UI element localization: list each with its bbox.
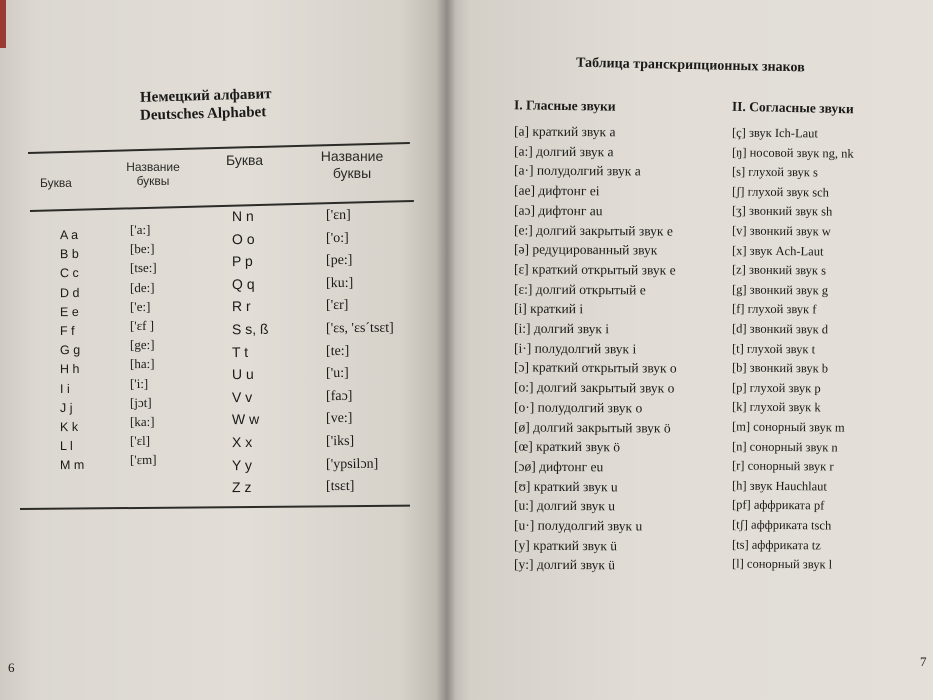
consonant-item: [pf] аффриката pf — [731, 497, 825, 513]
vowel-item: [ɛ] краткий открытый звук e — [513, 261, 676, 278]
alphabet-letter-name: ['ypsilɔn] — [325, 456, 379, 472]
alphabet-letter-name: ['ɛf ] — [129, 317, 155, 334]
page-number-right: 7 — [920, 654, 927, 669]
alphabet-letter-name: ['ɛs, 'ɛs´tsɛt] — [325, 320, 394, 337]
vowel-item: [i·] полудолгий звук i — [513, 340, 637, 357]
left-page — [0, 0, 446, 700]
alphabet-letter: Q q — [231, 275, 255, 292]
vowel-item: [u·] полудолгий звук u — [513, 517, 643, 534]
alphabet-letter-name: [de:] — [129, 279, 155, 295]
consonant-item: [g] звонкий звук g — [731, 282, 829, 298]
header-name-right: Название буквы — [320, 148, 384, 181]
consonant-item: [b] звонкий звук b — [731, 360, 829, 376]
consonant-item: [t] глухой звук t — [731, 341, 816, 357]
alphabet-letter-name: ['u:] — [325, 366, 349, 382]
vowel-item: [y] краткий звук ü — [513, 537, 618, 554]
alphabet-letter: K k — [59, 419, 79, 435]
alphabet-title-ru: Немецкий алфавит — [139, 86, 272, 106]
header-name-left: Название буквы — [126, 160, 180, 188]
vowel-item: [ə] редуцированный звук — [513, 241, 658, 258]
consonants-heading: II. Согласные звуки — [731, 98, 854, 117]
alphabet-letter: V v — [231, 388, 253, 405]
vowel-item: [o:] долгий закрытый звук o — [513, 379, 675, 396]
alphabet-letter-name: [tsɛt] — [325, 479, 355, 495]
alphabet-letter-name: [faɔ] — [325, 388, 353, 404]
vowel-item: [a] краткий звук a — [513, 123, 616, 140]
alphabet-letter-name: [be:] — [129, 241, 155, 257]
alphabet-letter: C c — [59, 266, 79, 281]
alphabet-letter: G g — [59, 343, 81, 358]
alphabet-letter: A a — [59, 227, 79, 243]
alphabet-letter-name: [ha:] — [129, 356, 155, 372]
alphabet-letter: T t — [231, 343, 249, 360]
alphabet-letter: X x — [231, 433, 253, 451]
consonant-item: [p] глухой звук p — [731, 380, 821, 396]
alphabet-letter: U u — [231, 366, 254, 383]
vowel-item: [u:] долгий звук u — [513, 497, 616, 514]
alphabet-letter-name: [jɔt] — [129, 394, 152, 410]
vowel-item: [ʊ] краткий звук u — [513, 478, 618, 494]
vowel-item: [ɔ] краткий открытый звук o — [513, 359, 677, 376]
alphabet-letter: P p — [231, 253, 253, 270]
consonant-item: [v] звонкий звук w — [731, 223, 831, 239]
alphabet-letter-name: ['ɛr] — [325, 298, 349, 314]
vowel-item: [y:] долгий звук ü — [513, 557, 616, 573]
alphabet-letter: H h — [59, 362, 80, 377]
alphabet-letter: O o — [231, 230, 255, 247]
vowel-item: [i] краткий i — [513, 301, 584, 317]
alphabet-letter-name: [ge:] — [129, 337, 155, 353]
consonant-item: [tʃ] аффриката tsch — [731, 517, 832, 533]
vowel-item: [i:] долгий звук i — [513, 320, 610, 337]
alphabet-letter-name: [tse:] — [129, 260, 157, 276]
consonant-item: [h] звук Hauchlaut — [731, 478, 828, 494]
header-letter-right: Буква — [226, 152, 264, 168]
alphabet-letter: S s, ß — [231, 320, 269, 338]
consonant-item: [f] глухой звук f — [731, 301, 817, 317]
alphabet-letter-name: ['e:] — [129, 298, 151, 314]
alphabet-letter: M m — [59, 458, 85, 473]
consonant-item: [r] сонорный звук r — [731, 458, 834, 474]
cover-edge — [0, 0, 6, 48]
vowel-item: [aɔ] дифтонг au — [513, 202, 603, 219]
alphabet-letter: Z z — [231, 479, 252, 496]
consonant-item: [s] глухой звук s — [731, 164, 818, 180]
alphabet-letter: W w — [231, 411, 260, 428]
vowel-item: [ae] дифтонг ei — [513, 182, 600, 199]
alphabet-letter-name: ['ɛn] — [325, 207, 351, 224]
consonant-item: [ʃ] глухой звук sch — [731, 184, 830, 200]
alphabet-letter: R r — [231, 298, 251, 315]
alphabet-letter-name: [pe:] — [325, 253, 353, 269]
alphabet-letter-name: ['a:] — [129, 221, 151, 238]
consonant-item: [x] звук Ach-Laut — [731, 243, 824, 259]
vowel-item: [o·] полудолгий звук o — [513, 399, 643, 416]
vowels-heading: I. Гласные звуки — [513, 97, 616, 114]
vowel-item: [a:] долгий звук a — [513, 143, 614, 160]
consonant-item: [k] глухой звук k — [731, 399, 821, 415]
alphabet-letter-name: [ka:] — [129, 413, 155, 430]
alphabet-letter: F f — [59, 323, 75, 339]
header-letter-left: Буква — [40, 176, 72, 190]
right-page — [446, 0, 933, 700]
alphabet-letter: B b — [59, 247, 79, 262]
consonant-item: [n] сонорный звук n — [731, 439, 838, 455]
consonant-item: [ç] звук Ich-Laut — [731, 125, 818, 141]
vowel-item: [e:] долгий закрытый звук e — [513, 221, 673, 239]
consonant-item: [d] звонкий звук d — [731, 321, 829, 337]
alphabet-letter: L l — [59, 439, 73, 454]
consonant-item: [ŋ] носовой звук ng, nk — [731, 144, 854, 161]
vowel-item: [a·] полудолгий звук a — [513, 162, 641, 179]
consonant-item: [ts] аффриката tz — [731, 537, 821, 553]
consonant-item: [m] сонорный звук m — [731, 419, 845, 435]
alphabet-letter-name: [ku:] — [325, 275, 354, 291]
table-bottom-rule — [20, 505, 410, 510]
alphabet-letter: I i — [59, 381, 70, 396]
alphabet-letter-name: ['i:] — [129, 375, 149, 391]
alphabet-letter: E e — [59, 304, 79, 319]
alphabet-letter: N n — [231, 207, 254, 225]
alphabet-letter-name: [ve:] — [325, 411, 353, 427]
transcription-title: Таблица транскрипционных знаков — [575, 55, 805, 76]
alphabet-letter: J j — [59, 400, 73, 415]
alphabet-title-de: Deutsches Alphabet — [139, 104, 267, 124]
page-number-left: 6 — [8, 660, 15, 675]
table-header-rule — [30, 200, 414, 212]
alphabet-letter: D d — [59, 285, 80, 300]
alphabet-letter-name: ['ɛl] — [129, 433, 151, 449]
vowel-item: [ɔø] дифтонг eu — [513, 458, 604, 475]
vowel-item: [œ] краткий звук ö — [513, 438, 621, 455]
consonant-item: [l] сонорный звук l — [731, 556, 833, 572]
alphabet-letter-name: ['o:] — [325, 230, 349, 246]
alphabet-letter: Y y — [231, 456, 253, 473]
consonant-item: [z] звонкий звук s — [731, 262, 827, 278]
vowel-item: [ɛ:] долгий открытый e — [513, 281, 646, 298]
alphabet-letter-name: ['iks] — [325, 433, 355, 450]
consonant-item: [ʒ] звонкий звук sh — [731, 203, 833, 219]
alphabet-letter-name: [te:] — [325, 343, 350, 359]
alphabet-letter-name: ['ɛm] — [129, 452, 157, 468]
vowel-item: [ø] долгий закрытый звук ö — [513, 418, 671, 436]
